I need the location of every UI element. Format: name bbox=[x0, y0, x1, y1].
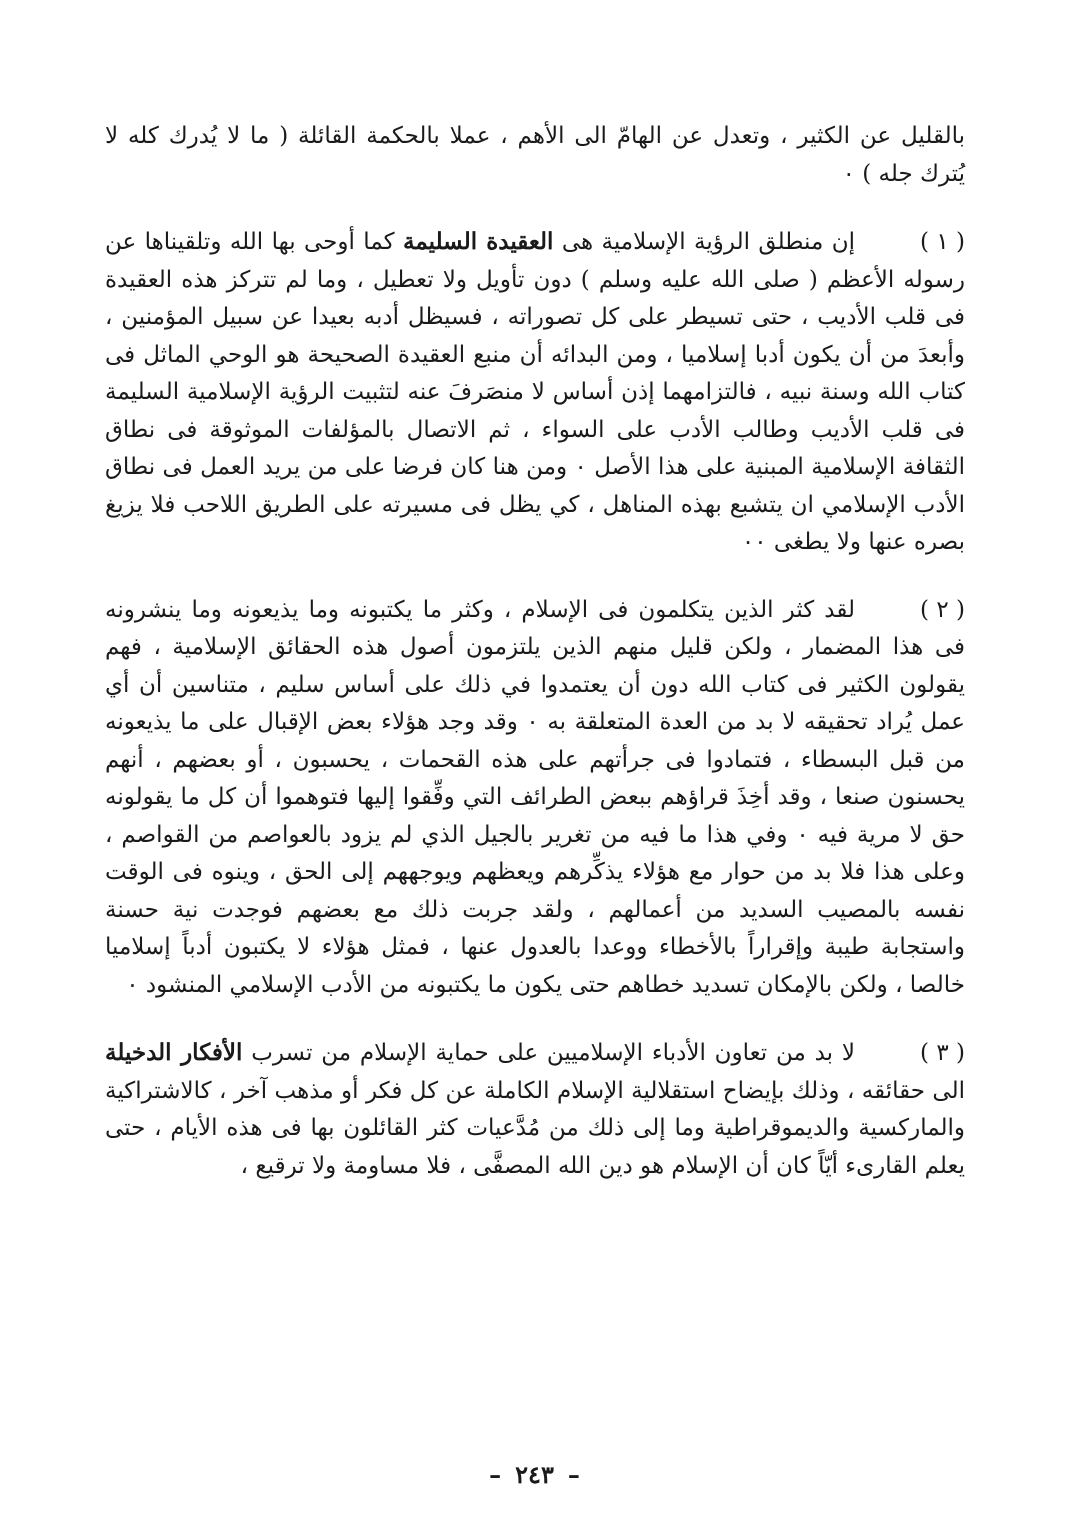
page-number-footer bbox=[0, 1460, 1069, 1489]
paragraph-text: كما أوحى بها الله وتلقيناها عن رسوله الأعظم ( صلى الله عليه وسلم ) دون تأويل ولا تعطيل ، وما لم تتركز هذه العقيدة فى قلب الأديب ، حتى تسيطر على كل تصوراته ، فسيظل أدبه بعيدا عن سبيل المؤمنين ، وأبعدَ من أن يكون أدبا إسلاميا ، ومن البدائه أن منبع العقيدة الصحيحة هو الوحي الماثل فى كتاب الله وسنة نبيه ، فالتزامهما إذن أساس لا منصَرفَ عنه لتثبيت الرؤية الإسلامية السليمة فى قلب الأديب وطالب الأدب على السواء ، ثم الاتصال بالمؤلفات الموثوقة فى نطاق الثقافة الإسلامية المبنية على هذا الأصل ٠ ومن هنا كان فرضا على من يريد العمل فى نطاق الأدب الإسلامي ان يتشبع بهذه المناهل ، كي يظل فى مسيرته على الطريق اللاحب فلا يزيغ بصره عنها ولا يطغى ٠٠ bbox=[105, 229, 965, 555]
paragraph-number: ( ٢ ) bbox=[920, 596, 965, 623]
page-number: ٢٤٣ bbox=[515, 1460, 554, 1489]
paragraph-text: إن منطلق الرؤية الإسلامية هى bbox=[561, 229, 855, 255]
dash-right: – bbox=[489, 1460, 502, 1489]
paragraph-text: لقد كثر الذين يتكلمون فى الإسلام ، وكثر ما يكتبونه وما يذيعونه وما ينشرونه فى هذا المضمار ، ولكن قليل منهم الذين يلتزمون أصول هذه الحقائق الإسلامية ، فهم يقولون الكثير فى كتاب الله دون أن يعتمدوا في ذلك على أساس سليم ، متناسين أن أي عمل يُراد تحقيقه لا بد من العدة المتعلقة به ٠ وقد وجد هؤلاء بعض الإقبال على ما يذيعونه من قبل البسطاء ، فتمادوا فى جرأتهم على هذه القحمات ، يحسبون ، أو بعضهم ، أنهم يحسنون صنعا ، وقد أخِذَ قراؤهم ببعض الطرائف التي وفِّقوا إليها فتوهموا أن كل ما يقولونه حق لا مرية فيه ٠ وفي هذا ما فيه من تغرير بالجيل الذي لم يزود بالعواصم من القواصم ، وعلى هذا فلا بد من حوار مع هؤلاء يذكِّرهم ويعظهم ويوجههم إلى الحق ، وينوه فى الوقت نفسه بالمصيب السديد من أعمالهم ، ولقد جربت ذلك مع بعضهم فوجدت نية حسنة واستجابة طيبة وإقراراً بالأخطاء ووعدا بالعدول عنها ، فمثل هؤلاء لا يكتبون أدباً إسلاميا خالصا ، ولكن بالإمكان تسديد خطاهم حتى يكون ما يكتبونه من الأدب الإسلامي المنشود ٠ bbox=[105, 596, 965, 998]
paragraph-continuation bbox=[105, 118, 965, 193]
bold-phrase: الأفكار الدخيلة bbox=[105, 1039, 243, 1066]
paragraph-3 bbox=[105, 1034, 965, 1185]
dash-left: – bbox=[567, 1460, 580, 1489]
paragraph-number: ( ١ ) bbox=[920, 229, 965, 255]
paragraph-text: بالقليل عن الكثير ، وتعدل عن الهامّ الى الأهم ، عملا بالحكمة القائلة ( ما لا يُدرك كله لا يُترك جله ) ٠ bbox=[105, 123, 965, 187]
paragraph-number: ( ٣ ) bbox=[920, 1040, 965, 1066]
paragraph-text: لا بد من تعاون الأدباء الإسلاميين على حماية الإسلام من تسرب bbox=[251, 1040, 855, 1066]
paragraph-text: الى حقائقه ، وذلك بإيضاح استقلالية الإسلام الكاملة عن كل فكر أو مذهب آخر ، كالاشتراكية والماركسية والديموقراطية وما إلى ذلك من مُدَّعيات كثر القائلون بها فى هذه الأيام ، حتى يعلم القارىء أيّاً كان أن الإسلام هو دين الله المصفَّى ، فلا مساومة ولا ترقيع ، bbox=[105, 1077, 965, 1179]
bold-phrase: العقيدة السليمة bbox=[403, 228, 554, 255]
paragraph-2 bbox=[105, 592, 965, 1005]
paragraph-1 bbox=[105, 223, 965, 562]
page-body bbox=[105, 118, 965, 1185]
